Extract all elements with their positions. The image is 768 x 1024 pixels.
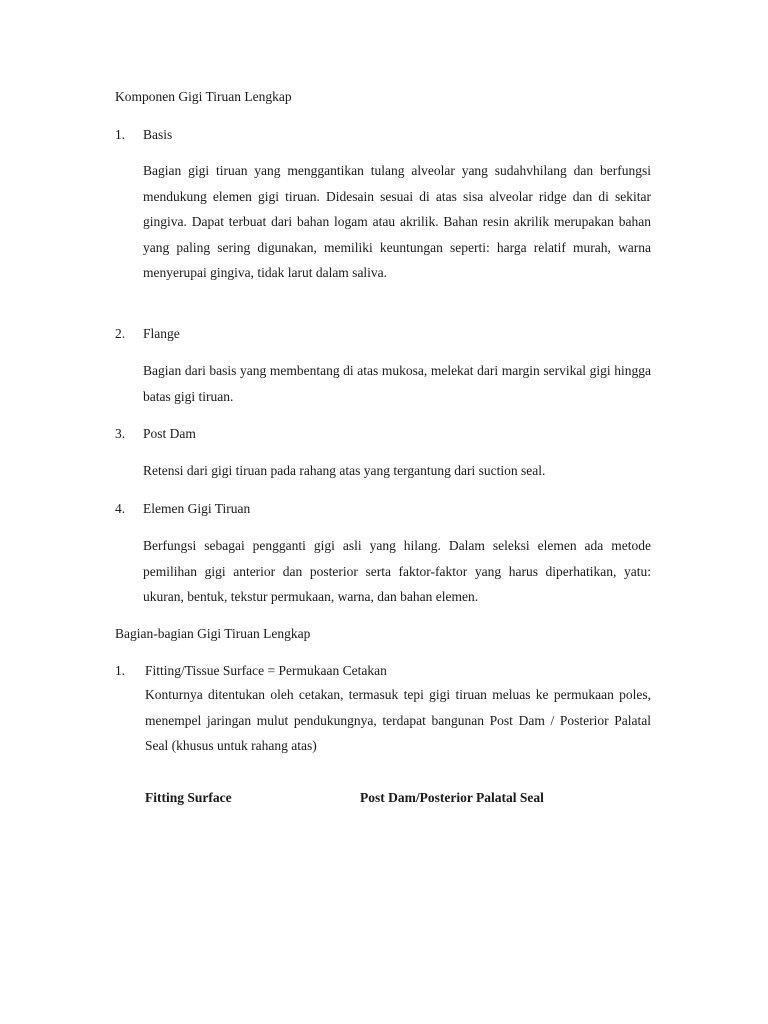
list-number: 3. xyxy=(115,426,126,441)
item-body-fitting: Konturnya ditentukan oleh cetakan, termasuk tepi gigi tiruan meluas ke permukaan poles, menempel jaringan mulut pendukungnya, terdapat bangunan Post Dam / Posterior Palatal Seal (khusus untuk rahang atas) xyxy=(145,687,651,754)
item-heading-flange: Flange xyxy=(143,326,180,341)
item-body-flange: Bagian dari basis yang membentang di atas mukosa, melekat dari margin servikal gigi hingga batas gigi tiruan. xyxy=(143,363,651,404)
caption-post-dam: Post Dam/Posterior Palatal Seal xyxy=(360,790,544,805)
list-number: 2. xyxy=(115,326,126,341)
item-heading-post-dam: Post Dam xyxy=(143,426,196,441)
item-heading-elemen: Elemen Gigi Tiruan xyxy=(143,501,251,516)
item-body-basis: Bagian gigi tiruan yang menggantikan tulang alveolar yang sudahvhilang dan berfungsi mendukung elemen gigi tiruan. Didesain sesuai di atas sisa alveolar ridge dan di sekitar gingiva. Dapat terbuat dari bahan logam atau akrilik. Bahan resin akrilik merupakan bahan yang paling sering digunakan, memiliki keuntungan seperti: harga relatif murah, warna menyerupai gingiva, tidak larut dalam saliva. xyxy=(143,163,651,281)
caption-fitting-surface: Fitting Surface xyxy=(145,790,232,805)
item-body-post-dam: Retensi dari gigi tiruan pada rahang atas yang tergantung dari suction seal. xyxy=(143,463,546,478)
section-title: Bagian-bagian Gigi Tiruan Lengkap xyxy=(115,626,311,641)
item-body-elemen: Berfungsi sebagai pengganti gigi asli yang hilang. Dalam seleksi elemen ada metode pemilihan gigi anterior dan posterior serta faktor-faktor yang harus diperhatikan, yatu: ukuran, bentuk, tekstur permukaan, warna, dan bahan elemen. xyxy=(143,538,651,605)
list-number: 1. xyxy=(115,127,126,142)
item-heading-basis: Basis xyxy=(143,127,173,142)
item-heading-fitting: Fitting/Tissue Surface = Permukaan Cetakan xyxy=(145,663,387,678)
list-number: 1. xyxy=(115,663,126,678)
list-number: 4. xyxy=(115,501,126,516)
document-title: Komponen Gigi Tiruan Lengkap xyxy=(115,89,292,104)
